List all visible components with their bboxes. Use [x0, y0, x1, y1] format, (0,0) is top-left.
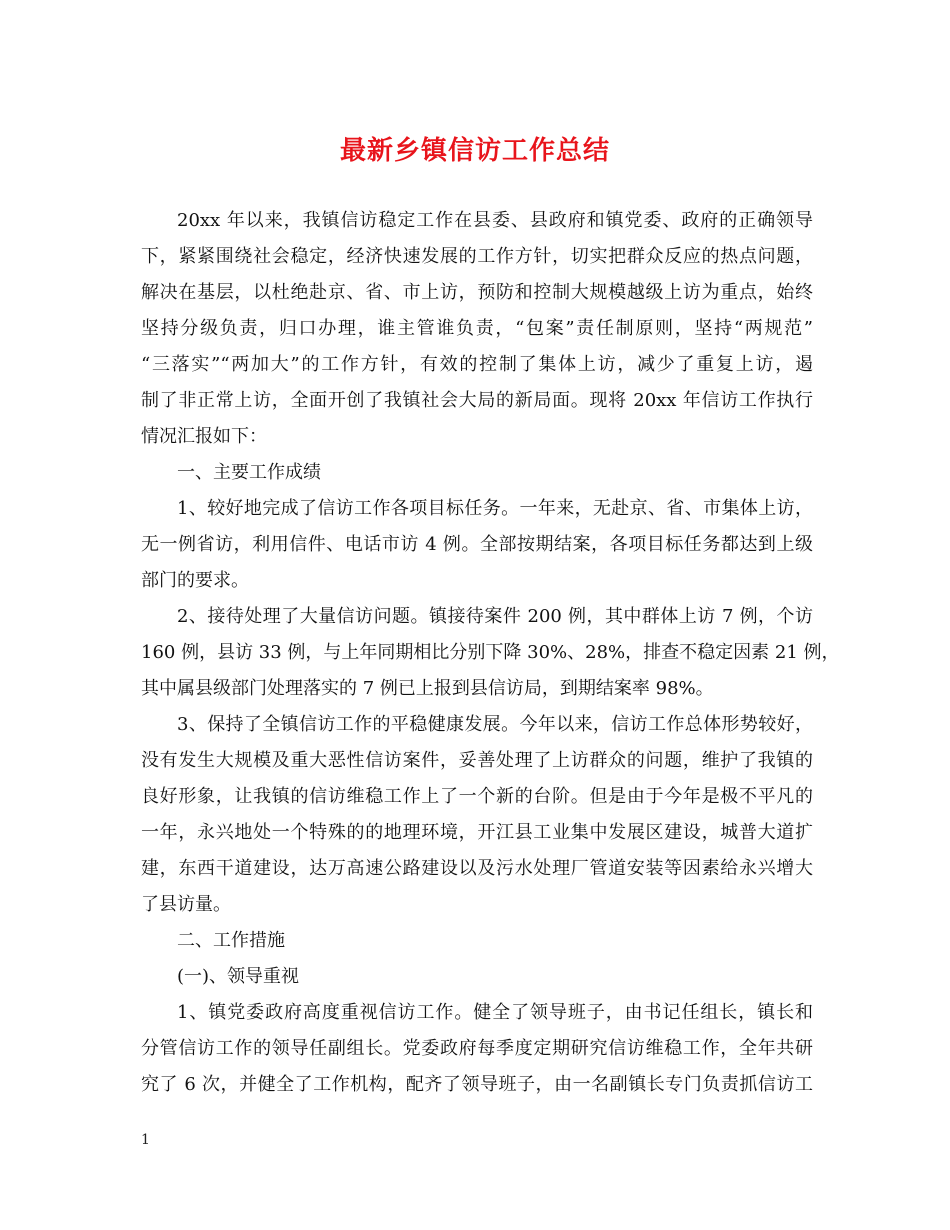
- body-text-line: 1、较好地完成了信访工作各项目标任务。一年来，无赴京、省、市集体上访，: [177, 498, 813, 519]
- body-text-line: 二、工作措施: [177, 930, 285, 951]
- body-text-line: 坚持分级负责，归口办理，谁主管谁负责，“包案”责任制原则，坚持“两规范”: [141, 318, 813, 339]
- body-text-line: 其中属县级部门处理落实的 7 例已上报到县信访局，到期结案率 98%。: [141, 678, 714, 699]
- document-title: 最新乡镇信访工作总结: [339, 136, 610, 166]
- body-text-line: 3、保持了全镇信访工作的平稳健康发展。今年以来，信访工作总体形势较好，: [177, 714, 813, 735]
- body-text-line: 了县访量。: [141, 894, 231, 915]
- page-number: 1: [141, 1132, 150, 1148]
- body-text-line: 2、接待处理了大量信访问题。镇接待案件 200 例，其中群体上访 7 例，个访: [177, 606, 813, 627]
- body-text-line: 一年，永兴地处一个特殊的的地理环境，开江县工业集中发展区建设，城普大道扩: [141, 822, 813, 843]
- body-text-line: 建，东西干道建设，达万高速公路建设以及污水处理厂管道安装等因素给永兴增大: [141, 858, 813, 879]
- body-text-line: 没有发生大规模及重大恶性信访案件，妥善处理了上访群众的问题，维护了我镇的: [141, 750, 813, 771]
- body-text-line: 分管信访工作的领导任副组长。党委政府每季度定期研究信访维稳工作，全年共研: [141, 1038, 813, 1059]
- body-text-line: 制了非正常上访，全面开创了我镇社会大局的新局面。现将 20xx 年信访工作执行: [141, 390, 813, 411]
- body-text-line: (一)、领导重视: [177, 966, 300, 987]
- body-text-line: 良好形象，让我镇的信访维稳工作上了一个新的台阶。但是由于今年是极不平凡的: [141, 786, 813, 807]
- body-text-line: 160 例，县访 33 例，与上年同期相比分别下降 30%、28%，排查不稳定因素 21 例，: [141, 642, 840, 663]
- body-text-line: 部门的要求。: [141, 570, 249, 591]
- body-text-line: “三落实”“两加大”的工作方针，有效的控制了集体上访，减少了重复上访，遏: [141, 354, 813, 375]
- body-text-line: 情况汇报如下：: [141, 426, 267, 447]
- body-text-line: 20xx 年以来，我镇信访稳定工作在县委、县政府和镇党委、政府的正确领导: [177, 210, 813, 231]
- body-text-line: 一、主要工作成绩: [177, 462, 321, 483]
- body-text-line: 解决在基层，以杜绝赴京、省、市上访，预防和控制大规模越级上访为重点，始终: [141, 282, 813, 303]
- body-text-line: 下，紧紧围绕社会稳定，经济快速发展的工作方针，切实把群众反应的热点问题，: [141, 246, 813, 267]
- body-text-line: 1、镇党委政府高度重视信访工作。健全了领导班子，由书记任组长，镇长和: [177, 1002, 813, 1023]
- body-text-line: 无一例省访，利用信件、电话市访 4 例。全部按期结案，各项目标任务都达到上级: [141, 534, 813, 555]
- body-text-line: 究了 6 次，并健全了工作机构，配齐了领导班子，由一名副镇长专门负责抓信访工: [141, 1074, 813, 1095]
